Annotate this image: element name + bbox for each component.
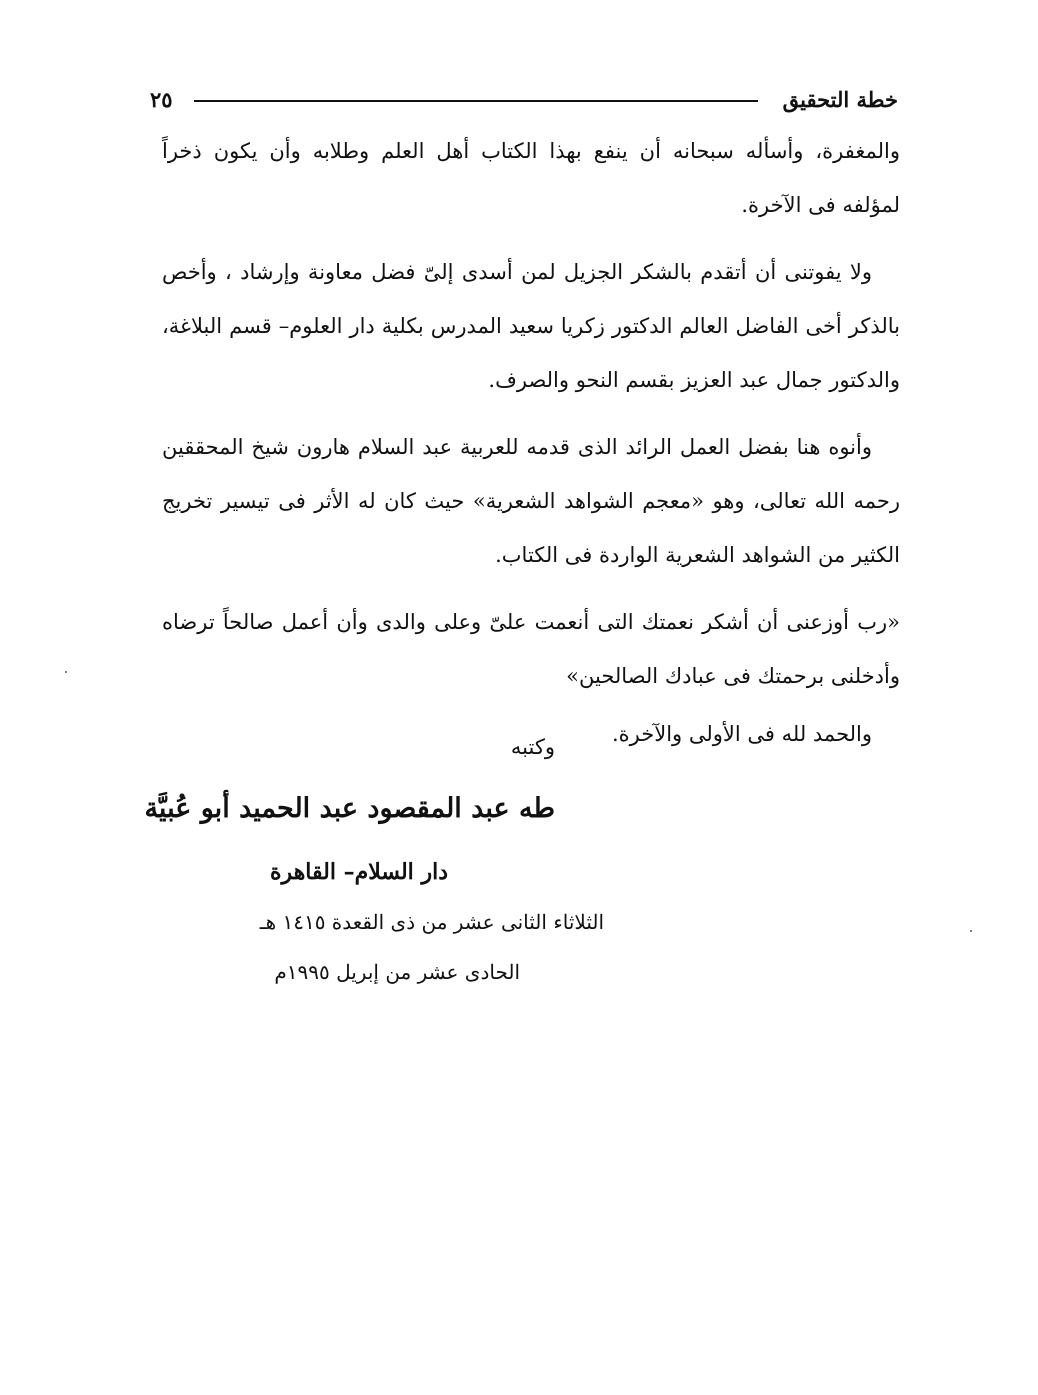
paragraph-quranic-prayer: «رب أوزعنى أن أشكر نعمتك التى أنعمت علىّ وعلى والدى وأن أعمل صالحاً ترضاه وأدخلنى برحمتك فى عبادك الصالحين» — [162, 610, 900, 688]
paragraph-praise: والحمد لله فى الأولى والآخرة. — [612, 722, 872, 746]
running-header — [150, 84, 898, 116]
page-number: ٢٥ — [150, 87, 173, 112]
header-title: خطة التحقيق — [782, 87, 898, 112]
date-hijri: الثلاثاء الثانى عشر من ذى القعدة ١٤١٥ هـ — [259, 910, 604, 934]
date-gregorian: الحادى عشر من إبريل ١٩٩٥م — [274, 960, 520, 984]
scan-speck — [970, 930, 972, 932]
author-name: طه عبد المقصود عبد الحميد أبو عُبيَّة — [144, 793, 555, 824]
paragraph-acknowledgement: ولا يفوتنى أن أتقدم بالشكر الجزيل لمن أسدى إلىّ فضل معاونة وإرشاد ، وأخص بالذكر أخى الفاضل العالم الدكتور زكريا سعيد المدرس بكلية دار العلوم– قسم البلاغة، والدكتور جمال عبد العزيز بقسم النحو والصرف. — [162, 260, 900, 392]
publisher-place: دار السلام– القاهرة — [270, 859, 448, 885]
signature-wrote-label: وكتبه — [510, 735, 555, 759]
header-rule — [194, 100, 758, 102]
scan-speck — [65, 671, 67, 673]
paragraph-tribute: وأنوه هنا بفضل العمل الرائد الذى قدمه للعربية عبد السلام هارون شيخ المحققين رحمه الله تعالى، وهو «معجم الشواهد الشعرية» حيث كان له الأثر فى تيسير تخريج الكثير من الشواهد الشعرية الواردة فى الكتاب. — [162, 435, 900, 567]
body-text — [162, 124, 900, 761]
paragraph-closing-prayer: والمغفرة، وأسأله سبحانه أن ينفع بهذا الكتاب أهل العلم وطلابه وأن يكون ذخراً لمؤلفه فى الآخرة. — [162, 139, 900, 217]
